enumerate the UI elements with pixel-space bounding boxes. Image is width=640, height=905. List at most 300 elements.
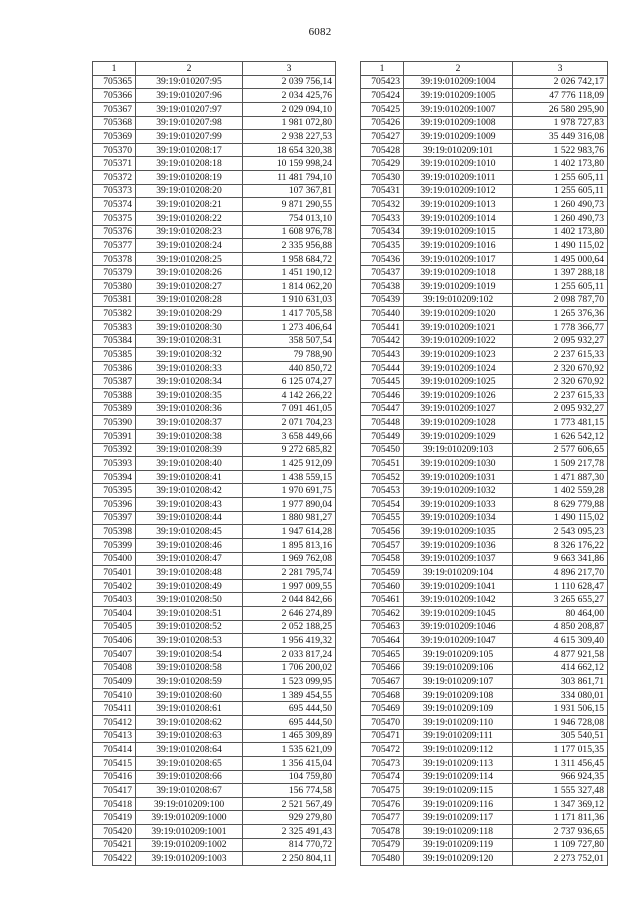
right-data-table	[360, 61, 608, 866]
cadastral-number-cell: 39:19:010208:53	[136, 634, 243, 648]
cadastral-number-cell: 39:19:010208:29	[136, 307, 243, 321]
table-row	[93, 838, 336, 852]
value-cell: 2 737 936,65	[513, 825, 608, 839]
value-cell: 1 273 406,64	[243, 320, 336, 334]
row-number-cell: 705429	[361, 157, 404, 171]
value-cell: 1 389 454,55	[243, 688, 336, 702]
value-cell: 1 255 605,11	[513, 184, 608, 198]
table-row	[93, 498, 336, 512]
cadastral-number-cell: 39:19:010209:119	[404, 838, 513, 852]
cadastral-number-cell: 39:19:010209:1013	[404, 198, 513, 212]
table-row	[93, 675, 336, 689]
cadastral-number-cell: 39:19:010209:1012	[404, 184, 513, 198]
table-row	[361, 552, 608, 566]
value-cell: 414 662,12	[513, 661, 608, 675]
table-row	[93, 211, 336, 225]
value-cell: 4 896 217,70	[513, 566, 608, 580]
cadastral-number-cell: 39:19:010208:61	[136, 702, 243, 716]
table-row	[93, 770, 336, 784]
value-cell: 1 978 727,83	[513, 116, 608, 130]
value-cell: 1 895 813,16	[243, 538, 336, 552]
row-number-cell: 705466	[361, 661, 404, 675]
cadastral-number-cell: 39:19:010209:1026	[404, 389, 513, 403]
table-row	[93, 525, 336, 539]
value-cell: 1 255 605,11	[513, 171, 608, 185]
row-number-cell: 705391	[93, 429, 136, 443]
table-row	[93, 361, 336, 375]
value-cell: 1 626 542,12	[513, 429, 608, 443]
table-row	[93, 143, 336, 157]
row-number-cell: 705473	[361, 756, 404, 770]
value-cell: 2 273 752,01	[513, 852, 608, 866]
value-cell: 1 260 490,73	[513, 198, 608, 212]
table-row	[93, 389, 336, 403]
table-row	[361, 116, 608, 130]
cadastral-number-cell: 39:19:010209:1034	[404, 511, 513, 525]
value-cell: 1 880 981,27	[243, 511, 336, 525]
value-cell: 6 125 074,27	[243, 375, 336, 389]
table-row	[93, 552, 336, 566]
table-row	[361, 198, 608, 212]
table-row	[361, 729, 608, 743]
cadastral-number-cell: 39:19:010209:1002	[136, 838, 243, 852]
table-row	[93, 171, 336, 185]
value-cell: 107 367,81	[243, 184, 336, 198]
header-row	[93, 62, 336, 76]
page-number: 6082	[308, 26, 332, 38]
table-row	[361, 470, 608, 484]
cadastral-number-cell: 39:19:010209:1037	[404, 552, 513, 566]
row-number-cell: 705393	[93, 457, 136, 471]
value-cell: 1 977 890,04	[243, 498, 336, 512]
cadastral-number-cell: 39:19:010207:99	[136, 130, 243, 144]
value-cell: 1 438 559,15	[243, 470, 336, 484]
cadastral-number-cell: 39:19:010209:1001	[136, 825, 243, 839]
table-row	[93, 130, 336, 144]
value-cell: 1 425 912,09	[243, 457, 336, 471]
value-cell: 1 981 072,80	[243, 116, 336, 130]
table-row	[361, 389, 608, 403]
cadastral-number-cell: 39:19:010209:1016	[404, 239, 513, 253]
value-cell: 2 577 606,65	[513, 443, 608, 457]
value-cell: 1 417 705,58	[243, 307, 336, 321]
table-row	[93, 184, 336, 198]
value-cell: 2 098 787,70	[513, 293, 608, 307]
row-number-cell: 705422	[93, 852, 136, 866]
row-number-cell: 705398	[93, 525, 136, 539]
row-number-cell: 705454	[361, 498, 404, 512]
row-number-cell: 705439	[361, 293, 404, 307]
row-number-cell: 705396	[93, 498, 136, 512]
table-row	[361, 498, 608, 512]
row-number-cell: 705413	[93, 729, 136, 743]
value-cell: 2 071 704,23	[243, 416, 336, 430]
cadastral-number-cell: 39:19:010209:113	[404, 756, 513, 770]
table-row	[361, 361, 608, 375]
row-number-cell: 705417	[93, 784, 136, 798]
value-cell: 929 279,80	[243, 811, 336, 825]
table-row	[361, 838, 608, 852]
cadastral-number-cell: 39:19:010208:20	[136, 184, 243, 198]
cadastral-number-cell: 39:19:010208:64	[136, 743, 243, 757]
cadastral-number-cell: 39:19:010208:30	[136, 320, 243, 334]
table-row	[93, 566, 336, 580]
value-cell: 1 495 000,64	[513, 252, 608, 266]
table-row	[361, 225, 608, 239]
cadastral-number-cell: 39:19:010208:52	[136, 620, 243, 634]
row-number-cell: 705367	[93, 102, 136, 116]
row-number-cell: 705404	[93, 607, 136, 621]
value-cell: 2 281 795,74	[243, 566, 336, 580]
value-cell: 2 320 670,92	[513, 361, 608, 375]
row-number-cell: 705470	[361, 716, 404, 730]
row-number-cell: 705381	[93, 293, 136, 307]
table-row	[361, 756, 608, 770]
table-row	[93, 293, 336, 307]
cadastral-number-cell: 39:19:010209:1004	[404, 75, 513, 89]
value-cell: 18 654 320,38	[243, 143, 336, 157]
cadastral-number-cell: 39:19:010209:104	[404, 566, 513, 580]
row-number-cell: 705478	[361, 825, 404, 839]
row-number-cell: 705471	[361, 729, 404, 743]
row-number-cell: 705380	[93, 280, 136, 294]
value-cell: 4 615 309,40	[513, 634, 608, 648]
value-cell: 1 956 419,32	[243, 634, 336, 648]
table-row	[93, 538, 336, 552]
table-row	[93, 811, 336, 825]
row-number-cell: 705427	[361, 130, 404, 144]
table-row	[361, 402, 608, 416]
cadastral-number-cell: 39:19:010209:1008	[404, 116, 513, 130]
table-row	[361, 443, 608, 457]
value-cell: 1 171 811,36	[513, 811, 608, 825]
cadastral-number-cell: 39:19:010208:38	[136, 429, 243, 443]
value-cell: 2 543 095,23	[513, 525, 608, 539]
row-number-cell: 705371	[93, 157, 136, 171]
row-number-cell: 705446	[361, 389, 404, 403]
column-header-value: 3	[513, 62, 608, 76]
value-cell: 334 080,01	[513, 688, 608, 702]
value-cell: 1 265 376,36	[513, 307, 608, 321]
row-number-cell: 705448	[361, 416, 404, 430]
cadastral-number-cell: 39:19:010209:1030	[404, 457, 513, 471]
value-cell: 440 850,72	[243, 361, 336, 375]
value-cell: 80 464,00	[513, 607, 608, 621]
value-cell: 1 946 728,08	[513, 716, 608, 730]
value-cell: 8 326 176,22	[513, 538, 608, 552]
value-cell: 2 033 817,24	[243, 647, 336, 661]
cadastral-number-cell: 39:19:010208:41	[136, 470, 243, 484]
value-cell: 695 444,50	[243, 716, 336, 730]
row-number-cell: 705386	[93, 361, 136, 375]
cadastral-number-cell: 39:19:010208:32	[136, 348, 243, 362]
table-row	[93, 593, 336, 607]
row-number-cell: 705406	[93, 634, 136, 648]
row-number-cell: 705463	[361, 620, 404, 634]
row-number-cell: 705434	[361, 225, 404, 239]
value-cell: 1 110 628,47	[513, 579, 608, 593]
table-row	[361, 743, 608, 757]
row-number-cell: 705443	[361, 348, 404, 362]
table-row	[93, 797, 336, 811]
cadastral-number-cell: 39:19:010209:1021	[404, 320, 513, 334]
table-row	[93, 375, 336, 389]
row-number-cell: 705416	[93, 770, 136, 784]
row-number-cell: 705459	[361, 566, 404, 580]
column-header-cadastral: 2	[404, 62, 513, 76]
row-number-cell: 705384	[93, 334, 136, 348]
table-row	[93, 225, 336, 239]
cadastral-number-cell: 39:19:010209:1014	[404, 211, 513, 225]
table-row	[93, 647, 336, 661]
row-number-cell: 705405	[93, 620, 136, 634]
cadastral-number-cell: 39:19:010208:42	[136, 484, 243, 498]
value-cell: 2 646 274,89	[243, 607, 336, 621]
row-number-cell: 705392	[93, 443, 136, 457]
column-header-cadastral: 2	[136, 62, 243, 76]
row-number-cell: 705410	[93, 688, 136, 702]
table-row	[93, 825, 336, 839]
row-number-cell: 705458	[361, 552, 404, 566]
table-row	[93, 457, 336, 471]
table-row	[361, 852, 608, 866]
table-row	[361, 484, 608, 498]
row-number-cell: 705403	[93, 593, 136, 607]
value-cell: 2 237 615,33	[513, 389, 608, 403]
cadastral-number-cell: 39:19:010209:1045	[404, 607, 513, 621]
row-number-cell: 705453	[361, 484, 404, 498]
table-row	[361, 661, 608, 675]
cadastral-number-cell: 39:19:010209:114	[404, 770, 513, 784]
value-cell: 1 402 173,80	[513, 225, 608, 239]
table-row	[93, 443, 336, 457]
row-number-cell: 705428	[361, 143, 404, 157]
value-cell: 3 658 449,66	[243, 429, 336, 443]
table-row	[361, 675, 608, 689]
table-row	[361, 811, 608, 825]
cadastral-number-cell: 39:19:010208:45	[136, 525, 243, 539]
row-number-cell: 705408	[93, 661, 136, 675]
value-cell: 1 970 691,75	[243, 484, 336, 498]
value-cell: 1 814 062,20	[243, 280, 336, 294]
cadastral-number-cell: 39:19:010208:37	[136, 416, 243, 430]
table-row	[93, 634, 336, 648]
value-cell: 7 091 461,05	[243, 402, 336, 416]
cadastral-number-cell: 39:19:010209:1024	[404, 361, 513, 375]
cadastral-number-cell: 39:19:010209:1010	[404, 157, 513, 171]
row-number-cell: 705372	[93, 171, 136, 185]
row-number-cell: 705378	[93, 252, 136, 266]
table-row	[93, 348, 336, 362]
row-number-cell: 705368	[93, 116, 136, 130]
table-row	[361, 511, 608, 525]
row-number-cell: 705445	[361, 375, 404, 389]
cadastral-number-cell: 39:19:010209:116	[404, 797, 513, 811]
row-number-cell: 705460	[361, 579, 404, 593]
table-row	[93, 702, 336, 716]
row-number-cell: 705366	[93, 89, 136, 103]
value-cell: 9 871 290,55	[243, 198, 336, 212]
cadastral-number-cell: 39:19:010207:98	[136, 116, 243, 130]
table-row	[361, 266, 608, 280]
cadastral-number-cell: 39:19:010209:101	[404, 143, 513, 157]
row-number-cell: 705465	[361, 647, 404, 661]
row-number-cell: 705438	[361, 280, 404, 294]
cadastral-number-cell: 39:19:010208:51	[136, 607, 243, 621]
table-row	[93, 661, 336, 675]
table-row	[93, 239, 336, 253]
value-cell: 1 706 200,02	[243, 661, 336, 675]
cadastral-number-cell: 39:19:010207:96	[136, 89, 243, 103]
cadastral-number-cell: 39:19:010209:111	[404, 729, 513, 743]
cadastral-number-cell: 39:19:010208:18	[136, 157, 243, 171]
cadastral-number-cell: 39:19:010208:40	[136, 457, 243, 471]
left-data-table	[92, 61, 336, 866]
row-number-cell: 705433	[361, 211, 404, 225]
value-cell: 1 555 327,48	[513, 784, 608, 798]
cadastral-number-cell: 39:19:010208:35	[136, 389, 243, 403]
table-row	[361, 307, 608, 321]
row-number-cell: 705420	[93, 825, 136, 839]
cadastral-number-cell: 39:19:010208:33	[136, 361, 243, 375]
cadastral-number-cell: 39:19:010209:1041	[404, 579, 513, 593]
cadastral-number-cell: 39:19:010209:100	[136, 797, 243, 811]
row-number-cell: 705412	[93, 716, 136, 730]
table-row	[361, 416, 608, 430]
cadastral-number-cell: 39:19:010208:36	[136, 402, 243, 416]
value-cell: 4 877 921,58	[513, 647, 608, 661]
value-cell: 2 095 932,27	[513, 334, 608, 348]
row-number-cell: 705421	[93, 838, 136, 852]
row-number-cell: 705430	[361, 171, 404, 185]
value-cell: 26 580 295,90	[513, 102, 608, 116]
column-header-number: 1	[93, 62, 136, 76]
row-number-cell: 705435	[361, 239, 404, 253]
value-cell: 9 272 685,82	[243, 443, 336, 457]
cadastral-number-cell: 39:19:010208:60	[136, 688, 243, 702]
value-cell: 104 759,80	[243, 770, 336, 784]
cadastral-number-cell: 39:19:010208:23	[136, 225, 243, 239]
column-header-value: 3	[243, 62, 336, 76]
value-cell: 1 931 506,15	[513, 702, 608, 716]
row-number-cell: 705451	[361, 457, 404, 471]
table-row	[361, 716, 608, 730]
value-cell: 1 773 481,15	[513, 416, 608, 430]
table-row	[361, 797, 608, 811]
header-row	[361, 62, 608, 76]
value-cell: 1 255 605,11	[513, 280, 608, 294]
value-cell: 1 910 631,03	[243, 293, 336, 307]
row-number-cell: 705468	[361, 688, 404, 702]
value-cell: 47 776 118,09	[513, 89, 608, 103]
row-number-cell: 705373	[93, 184, 136, 198]
column-header-number: 1	[361, 62, 404, 76]
row-number-cell: 705440	[361, 307, 404, 321]
cadastral-number-cell: 39:19:010209:1015	[404, 225, 513, 239]
value-cell: 1 535 621,09	[243, 743, 336, 757]
row-number-cell: 705415	[93, 756, 136, 770]
row-number-cell: 705365	[93, 75, 136, 89]
value-cell: 1 397 288,18	[513, 266, 608, 280]
value-cell: 1 947 614,28	[243, 525, 336, 539]
table-row	[93, 334, 336, 348]
table-row	[361, 130, 608, 144]
value-cell: 1 490 115,02	[513, 511, 608, 525]
value-cell: 1 177 015,35	[513, 743, 608, 757]
table-row	[93, 688, 336, 702]
table-row	[361, 525, 608, 539]
table-row	[361, 143, 608, 157]
table-row	[93, 470, 336, 484]
table-row	[361, 375, 608, 389]
value-cell: 2 034 425,76	[243, 89, 336, 103]
cadastral-number-cell: 39:19:010209:1028	[404, 416, 513, 430]
table-row	[93, 607, 336, 621]
table-row	[93, 75, 336, 89]
cadastral-number-cell: 39:19:010207:95	[136, 75, 243, 89]
table-row	[361, 280, 608, 294]
row-number-cell: 705450	[361, 443, 404, 457]
row-number-cell: 705382	[93, 307, 136, 321]
row-number-cell: 705407	[93, 647, 136, 661]
row-number-cell: 705449	[361, 429, 404, 443]
cadastral-number-cell: 39:19:010208:44	[136, 511, 243, 525]
row-number-cell: 705469	[361, 702, 404, 716]
cadastral-number-cell: 39:19:010208:59	[136, 675, 243, 689]
cadastral-number-cell: 39:19:010208:47	[136, 552, 243, 566]
value-cell: 2 029 094,10	[243, 102, 336, 116]
row-number-cell: 705447	[361, 402, 404, 416]
table-row	[361, 429, 608, 443]
row-number-cell: 705385	[93, 348, 136, 362]
cadastral-number-cell: 39:19:010208:49	[136, 579, 243, 593]
table-row	[361, 89, 608, 103]
value-cell: 1 109 727,80	[513, 838, 608, 852]
cadastral-number-cell: 39:19:010208:63	[136, 729, 243, 743]
cadastral-number-cell: 39:19:010209:1017	[404, 252, 513, 266]
table-row	[93, 402, 336, 416]
value-cell: 1 509 217,78	[513, 457, 608, 471]
row-number-cell: 705374	[93, 198, 136, 212]
row-number-cell: 705390	[93, 416, 136, 430]
value-cell: 1 465 309,89	[243, 729, 336, 743]
value-cell: 2 052 188,25	[243, 620, 336, 634]
value-cell: 303 861,71	[513, 675, 608, 689]
value-cell: 2 095 932,27	[513, 402, 608, 416]
table-row	[361, 239, 608, 253]
table-row	[361, 538, 608, 552]
row-number-cell: 705387	[93, 375, 136, 389]
value-cell: 2 521 567,49	[243, 797, 336, 811]
cadastral-number-cell: 39:19:010208:26	[136, 266, 243, 280]
cadastral-number-cell: 39:19:010208:50	[136, 593, 243, 607]
cadastral-number-cell: 39:19:010209:1007	[404, 102, 513, 116]
table-row	[361, 647, 608, 661]
table-row	[361, 75, 608, 89]
cadastral-number-cell: 39:19:010208:25	[136, 252, 243, 266]
row-number-cell: 705461	[361, 593, 404, 607]
cadastral-number-cell: 39:19:010209:1047	[404, 634, 513, 648]
cadastral-number-cell: 39:19:010209:1019	[404, 280, 513, 294]
value-cell: 79 788,90	[243, 348, 336, 362]
row-number-cell: 705444	[361, 361, 404, 375]
cadastral-number-cell: 39:19:010209:1003	[136, 852, 243, 866]
table-row	[93, 89, 336, 103]
value-cell: 1 356 415,04	[243, 756, 336, 770]
table-row	[361, 348, 608, 362]
value-cell: 2 039 756,14	[243, 75, 336, 89]
value-cell: 1 997 009,55	[243, 579, 336, 593]
